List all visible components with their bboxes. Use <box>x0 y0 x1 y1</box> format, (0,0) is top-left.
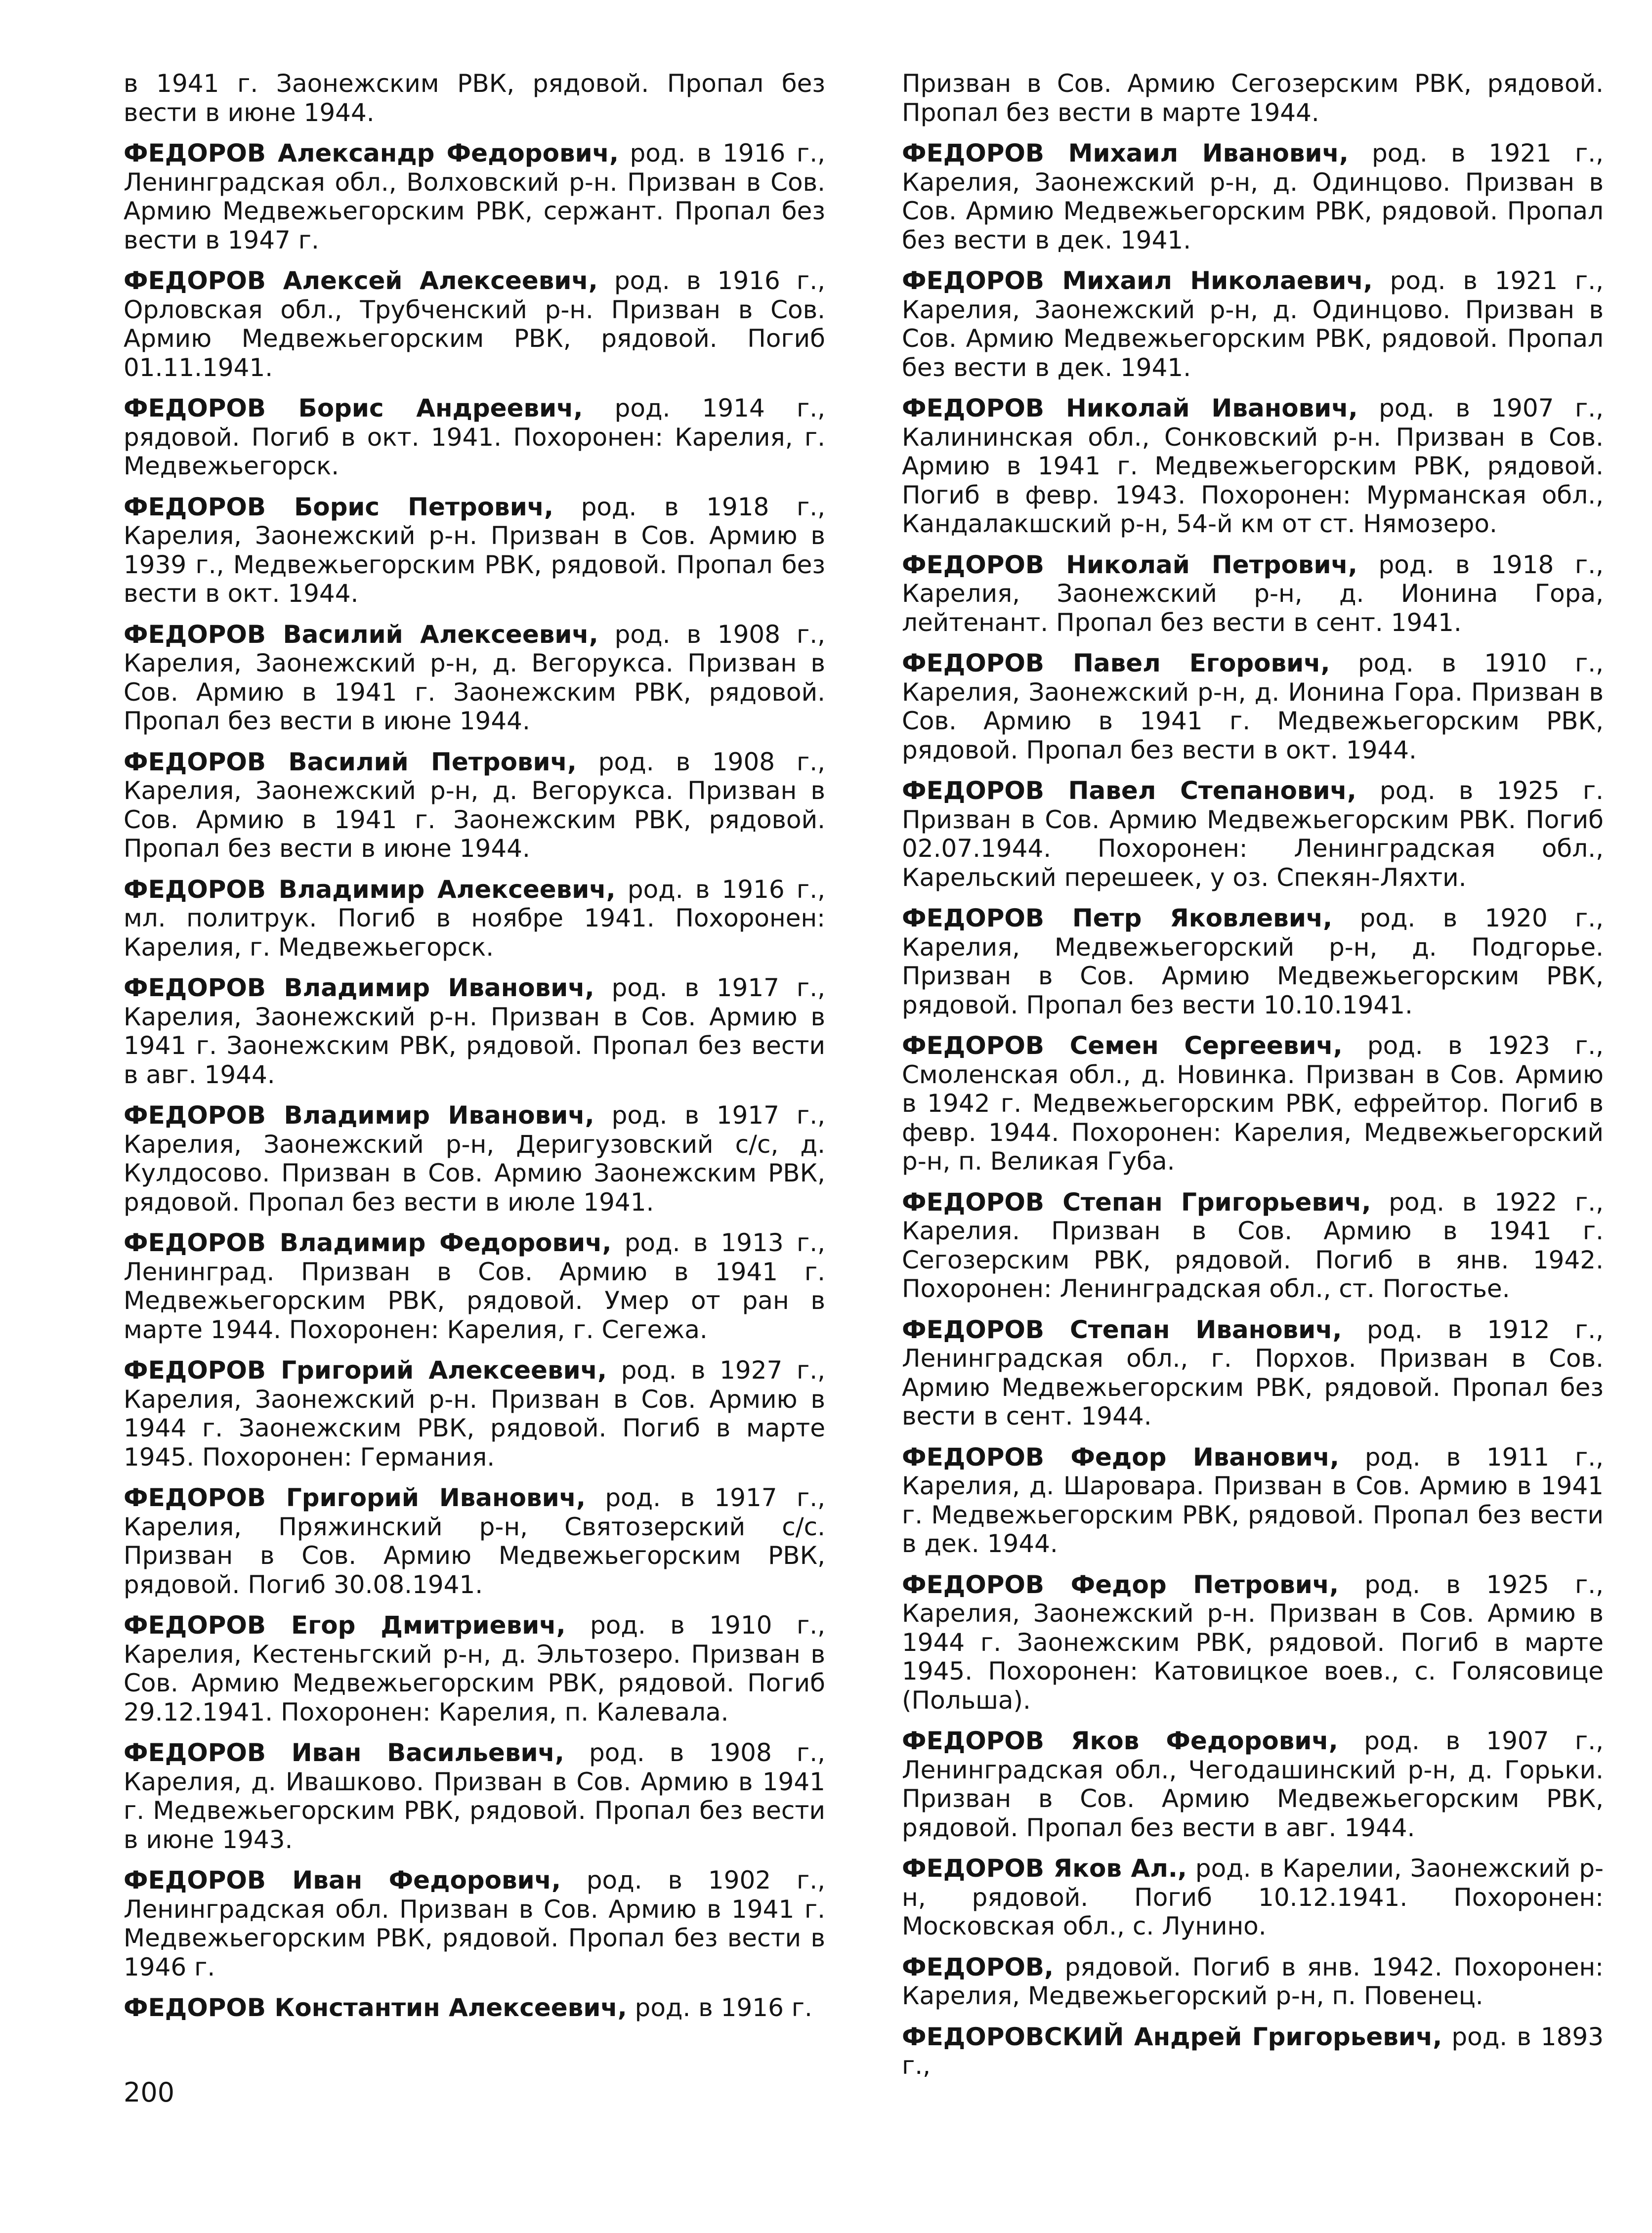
entry <box>902 776 1604 892</box>
page-number: 200 <box>124 2077 175 2108</box>
entry <box>124 1356 825 1472</box>
entry-name: ФЕДОРОВ Владимир Алексеевич, <box>124 875 616 904</box>
entry <box>902 1953 1604 2011</box>
entry <box>124 266 825 382</box>
entry <box>124 139 825 254</box>
entry-text: род. в 1923 г., Смоленская обл., д. Новинка. Призван в Сов. Армию в 1942 г. Медвежьегорским РВК, ефрейтор. Погиб в февр. 1944. Похоронен: Карелия, Медвежьегорский р-н, п. Великая Губа. <box>902 1031 1604 1176</box>
entry-text: род. в 1916 г., Орловская обл., Трубченский р-н. Призван в Сов. Армию Медвежьегорским РВК, рядовой. Погиб 01.11.1941. <box>124 266 825 382</box>
entry <box>124 1101 825 1217</box>
entry-text: род. в 1922 г., Карелия. Призван в Сов. Армию в 1941 г. Сегозерским РВК, рядовой. Погиб в янв. 1942. Похоронен: Ленинградская обл., ст. Погостье. <box>902 1187 1604 1303</box>
entry-name: ФЕДОРОВ Алексей Алексеевич, <box>124 266 598 295</box>
entry-name: ФЕДОРОВ Владимир Иванович, <box>124 1101 594 1130</box>
right-column <box>902 69 1604 2092</box>
entry-text: род. в 1925 г. Призван в Сов. Армию Медвежьегорским РВК. Погиб 02.07.1944. Похоронен: Ленинградская обл., Карельский перешеек, у оз. Спекян-Ляхти. <box>902 776 1604 892</box>
entry-name: ФЕДОРОВ Семен Сергеевич, <box>902 1031 1343 1060</box>
entry-text: род. в 1921 г., Карелия, Заонежский р-н, д. Одинцово. Призван в Сов. Армию Медвежьегорским РВК, рядовой. Пропал без вести в дек. 1941. <box>902 139 1604 254</box>
entry-text: род. в 1916 г., Ленинградская обл., Волховский р-н. Призван в Сов. Армию Медвежьегорским РВК, сержант. Пропал без вести в 1947 г. <box>124 139 825 254</box>
entry-name: ФЕДОРОВ Григорий Алексеевич, <box>124 1356 607 1385</box>
entry-text: род. в 1925 г., Карелия, Заонежский р-н. Призван в Сов. Армию в 1944 г. Заонежским РВК, рядовой. Погиб в марте 1945. Похоронен: Катовицкое воев., с. Голясовице (Польша). <box>902 1570 1604 1715</box>
entry-text: род. в 1918 г., Карелия, Заонежский р-н. Призван в Сов. Армию в 1939 г., Медвежьегорским РВК, рядовой. Пропал без вести в окт. 1944. <box>124 492 826 608</box>
entry <box>124 493 825 608</box>
entry-name: ФЕДОРОВ Федор Иванович, <box>902 1442 1339 1472</box>
entry <box>902 2022 1604 2080</box>
entry-text: род. в 1917 г., Карелия, Заонежский р-н. Призван в Сов. Армию в 1941 г. Заонежским РВК, рядовой. Пропал без вести в авг. 1944. <box>124 973 825 1089</box>
entry-name: ФЕДОРОВ Борис Петрович, <box>124 492 554 521</box>
entry <box>902 904 1604 1019</box>
entry <box>902 550 1604 637</box>
entry <box>902 1727 1604 1842</box>
entry-text: род. 1914 г., рядовой. Погиб в окт. 1941. Похоронен: Карелия, г. Медвежьегорск. <box>124 394 825 480</box>
entry-text: род. в Карелии, Заонежский р-н, рядовой. Погиб 10.12.1941. Похоронен: Московская обл., с. Лунино. <box>902 1854 1604 1940</box>
entry-text: в 1941 г. Заонежским РВК, рядовой. Пропал без вести в июне 1944. <box>124 69 825 127</box>
entry <box>124 394 825 481</box>
entry-text: род. в 1910 г., Карелия, Заонежский р-н, д. Ионина Гора. Призван в Сов. Армию в 1941 г. Медвежьегорским РВК, рядовой. Пропал без вести в окт. 1944. <box>902 649 1604 764</box>
entry-text: род. в 1908 г., Карелия, д. Ивашково. Призван в Сов. Армию в 1941 г. Медвежьегорским РВК, рядовой. Пропал без вести в июне 1943. <box>124 1738 825 1854</box>
entry <box>124 748 825 863</box>
entry-text: рядовой. Погиб в янв. 1942. Похоронен: Карелия, Медвежьегорский р-н, п. Повенец. <box>902 1952 1604 2010</box>
entry-name: ФЕДОРОВ Борис Андреевич, <box>124 394 583 422</box>
entry-text: род. в 1917 г., Карелия, Заонежский р-н, Деригузовский с/с, д. Кулдосово. Призван в Сов. Армию Заонежским РВК, рядовой. Пропал без вести в июле 1941. <box>124 1101 825 1217</box>
entry-name: ФЕДОРОВ Александр Федорович, <box>124 139 619 168</box>
entry <box>124 620 825 736</box>
entry-name: ФЕДОРОВ Егор Дмитриевич, <box>124 1611 566 1640</box>
entry-name: ФЕДОРОВ Константин Алексеевич, <box>124 1993 627 2022</box>
entry <box>124 1611 825 1727</box>
entry-text: род. в 1902 г., Ленинградская обл. Призван в Сов. Армию в 1941 г. Медвежьегорским РВК, рядовой. Пропал без вести в 1946 г. <box>124 1866 825 1981</box>
entry-text: род. в 1917 г., Карелия, Пряжинский р-н, Святозерский с/с. Призван в Сов. Армию Медвежьегорским РВК, рядовой. Погиб 30.08.1941. <box>124 1483 825 1599</box>
entry-name: ФЕДОРОВСКИЙ Андрей Григорьевич, <box>902 2022 1442 2051</box>
entry-name: ФЕДОРОВ Владимир Федорович, <box>124 1228 612 1257</box>
entry <box>902 1570 1604 1715</box>
entry <box>124 1993 825 2022</box>
entry-name: ФЕДОРОВ Федор Петрович, <box>902 1570 1339 1599</box>
entry-name: ФЕДОРОВ Владимир Иванович, <box>124 973 594 1002</box>
entry <box>902 1031 1604 1176</box>
entry-text: род. в 1907 г., Ленинградская обл., Чегодашинский р-н, д. Горьки. Призван в Сов. Армию Медвежьегорским РВК, рядовой. Пропал без вести в авг. 1944. <box>902 1727 1604 1842</box>
entry-name: ФЕДОРОВ Николай Иванович, <box>902 394 1358 422</box>
entry <box>124 973 825 1089</box>
entry-text: род. в 1908 г., Карелия, Заонежский р-н, д. Вегорукса. Призван в Сов. Армию в 1941 г. Заонежским РВК, рядовой. Пропал без вести в июне 1944. <box>124 747 826 863</box>
entry-text: род. в 1927 г., Карелия, Заонежский р-н. Призван в Сов. Армию в 1944 г. Заонежским РВК, рядовой. Погиб в марте 1945. Похоронен: Германия. <box>124 1356 825 1472</box>
entry-name: ФЕДОРОВ Михаил Иванович, <box>902 139 1349 168</box>
entry-text: род. в 1921 г., Карелия, Заонежский р-н, д. Одинцово. Призван в Сов. Армию Медвежьегорским РВК, рядовой. Пропал без вести в дек. 1941. <box>902 266 1604 382</box>
entry-text: род. в 1908 г., Карелия, Заонежский р-н, д. Вегорукса. Призван в Сов. Армию в 1941 г. Заонежским РВК, рядовой. Пропал без вести в июне 1944. <box>124 620 826 735</box>
entry-text: род. в 1916 г., мл. политрук. Погиб в ноябре 1941. Похоронен: Карелия, г. Медвежьегорск. <box>124 875 825 962</box>
entry-text: род. в 1912 г., Ленинградская обл., г. Порхов. Призван в Сов. Армию Медвежьегорским РВК, рядовой. Пропал без вести в сент. 1944. <box>902 1315 1604 1431</box>
entry-name: ФЕДОРОВ Григорий Иванович, <box>124 1483 586 1512</box>
entry-name: ФЕДОРОВ Яков Ал., <box>902 1854 1187 1883</box>
entry <box>902 649 1604 764</box>
entry <box>124 69 825 127</box>
entry-name: ФЕДОРОВ Иван Васильевич, <box>124 1738 564 1767</box>
entry <box>124 1483 825 1599</box>
entry <box>902 1854 1604 1941</box>
entry <box>902 1315 1604 1431</box>
left-column <box>124 69 825 2034</box>
entry-name: ФЕДОРОВ Степан Иванович, <box>902 1315 1342 1344</box>
entry-name: ФЕДОРОВ Василий Алексеевич, <box>124 620 598 649</box>
entry-text: род. в 1918 г., Карелия, Заонежский р-н, д. Ионина Гора, лейтенант. Пропал без вести в сент. 1941. <box>902 550 1604 637</box>
entry-name: ФЕДОРОВ, <box>902 1952 1054 1981</box>
entry <box>902 1443 1604 1559</box>
entry-name: ФЕДОРОВ Иван Федорович, <box>124 1866 561 1895</box>
entry-name: ФЕДОРОВ Степан Григорьевич, <box>902 1187 1371 1217</box>
entry <box>902 266 1604 382</box>
entry-text: Призван в Сов. Армию Сегозерским РВК, рядовой. Пропал без вести в марте 1944. <box>902 69 1604 127</box>
entry <box>902 1188 1604 1304</box>
entry <box>902 139 1604 254</box>
entry <box>124 1738 825 1854</box>
entry <box>124 1866 825 1981</box>
entry-text: род. в 1920 г., Карелия, Медвежьегорский р-н, д. Подгорье. Призван в Сов. Армию Медвежьегорским РВК, рядовой. Пропал без вести 10.10.1941. <box>902 904 1604 1019</box>
entry-text: род. в 1911 г., Карелия, д. Шаровара. Призван в Сов. Армию в 1941 г. Медвежьегорским РВК, рядовой. Пропал без вести в дек. 1944. <box>902 1442 1604 1558</box>
entry-name: ФЕДОРОВ Яков Федорович, <box>902 1727 1338 1755</box>
entry-name: ФЕДОРОВ Павел Егорович, <box>902 649 1330 677</box>
entry-name: ФЕДОРОВ Павел Степанович, <box>902 776 1356 805</box>
entry-text: род. в 1907 г., Калининская обл., Сонковский р-н. Призван в Сов. Армию в 1941 г. Медвежьегорским РВК, рядовой. Погиб в февр. 1943. Похоронен: Мурманская обл., Кандалакшский р-н, 54-й км от ст. Нямозеро. <box>902 394 1604 538</box>
entry-text: род. в 1913 г., Ленинград. Призван в Сов. Армию в 1941 г. Медвежьегорским РВК, рядовой. Умер от ран в марте 1944. Похоронен: Карелия, г. Сегежа. <box>124 1228 825 1344</box>
entry-name: ФЕДОРОВ Василий Петрович, <box>124 747 577 776</box>
entry <box>902 69 1604 127</box>
entry-name: ФЕДОРОВ Михаил Николаевич, <box>902 266 1373 295</box>
entry-text: род. в 1910 г., Карелия, Кестеньгский р-н, д. Эльтозеро. Призван в Сов. Армию Медвежьегорским РВК, рядовой. Погиб 29.12.1941. Похоронен: Карелия, п. Калевала. <box>124 1611 826 1727</box>
entry <box>124 1228 825 1344</box>
entry <box>902 394 1604 539</box>
entry <box>124 875 825 962</box>
entry-name: ФЕДОРОВ Николай Петрович, <box>902 550 1357 579</box>
entry-text: род. в 1916 г. <box>627 1993 812 2022</box>
entry-text: род. в 1893 г., <box>902 2022 1604 2080</box>
entry-name: ФЕДОРОВ Петр Яковлевич, <box>902 904 1333 932</box>
